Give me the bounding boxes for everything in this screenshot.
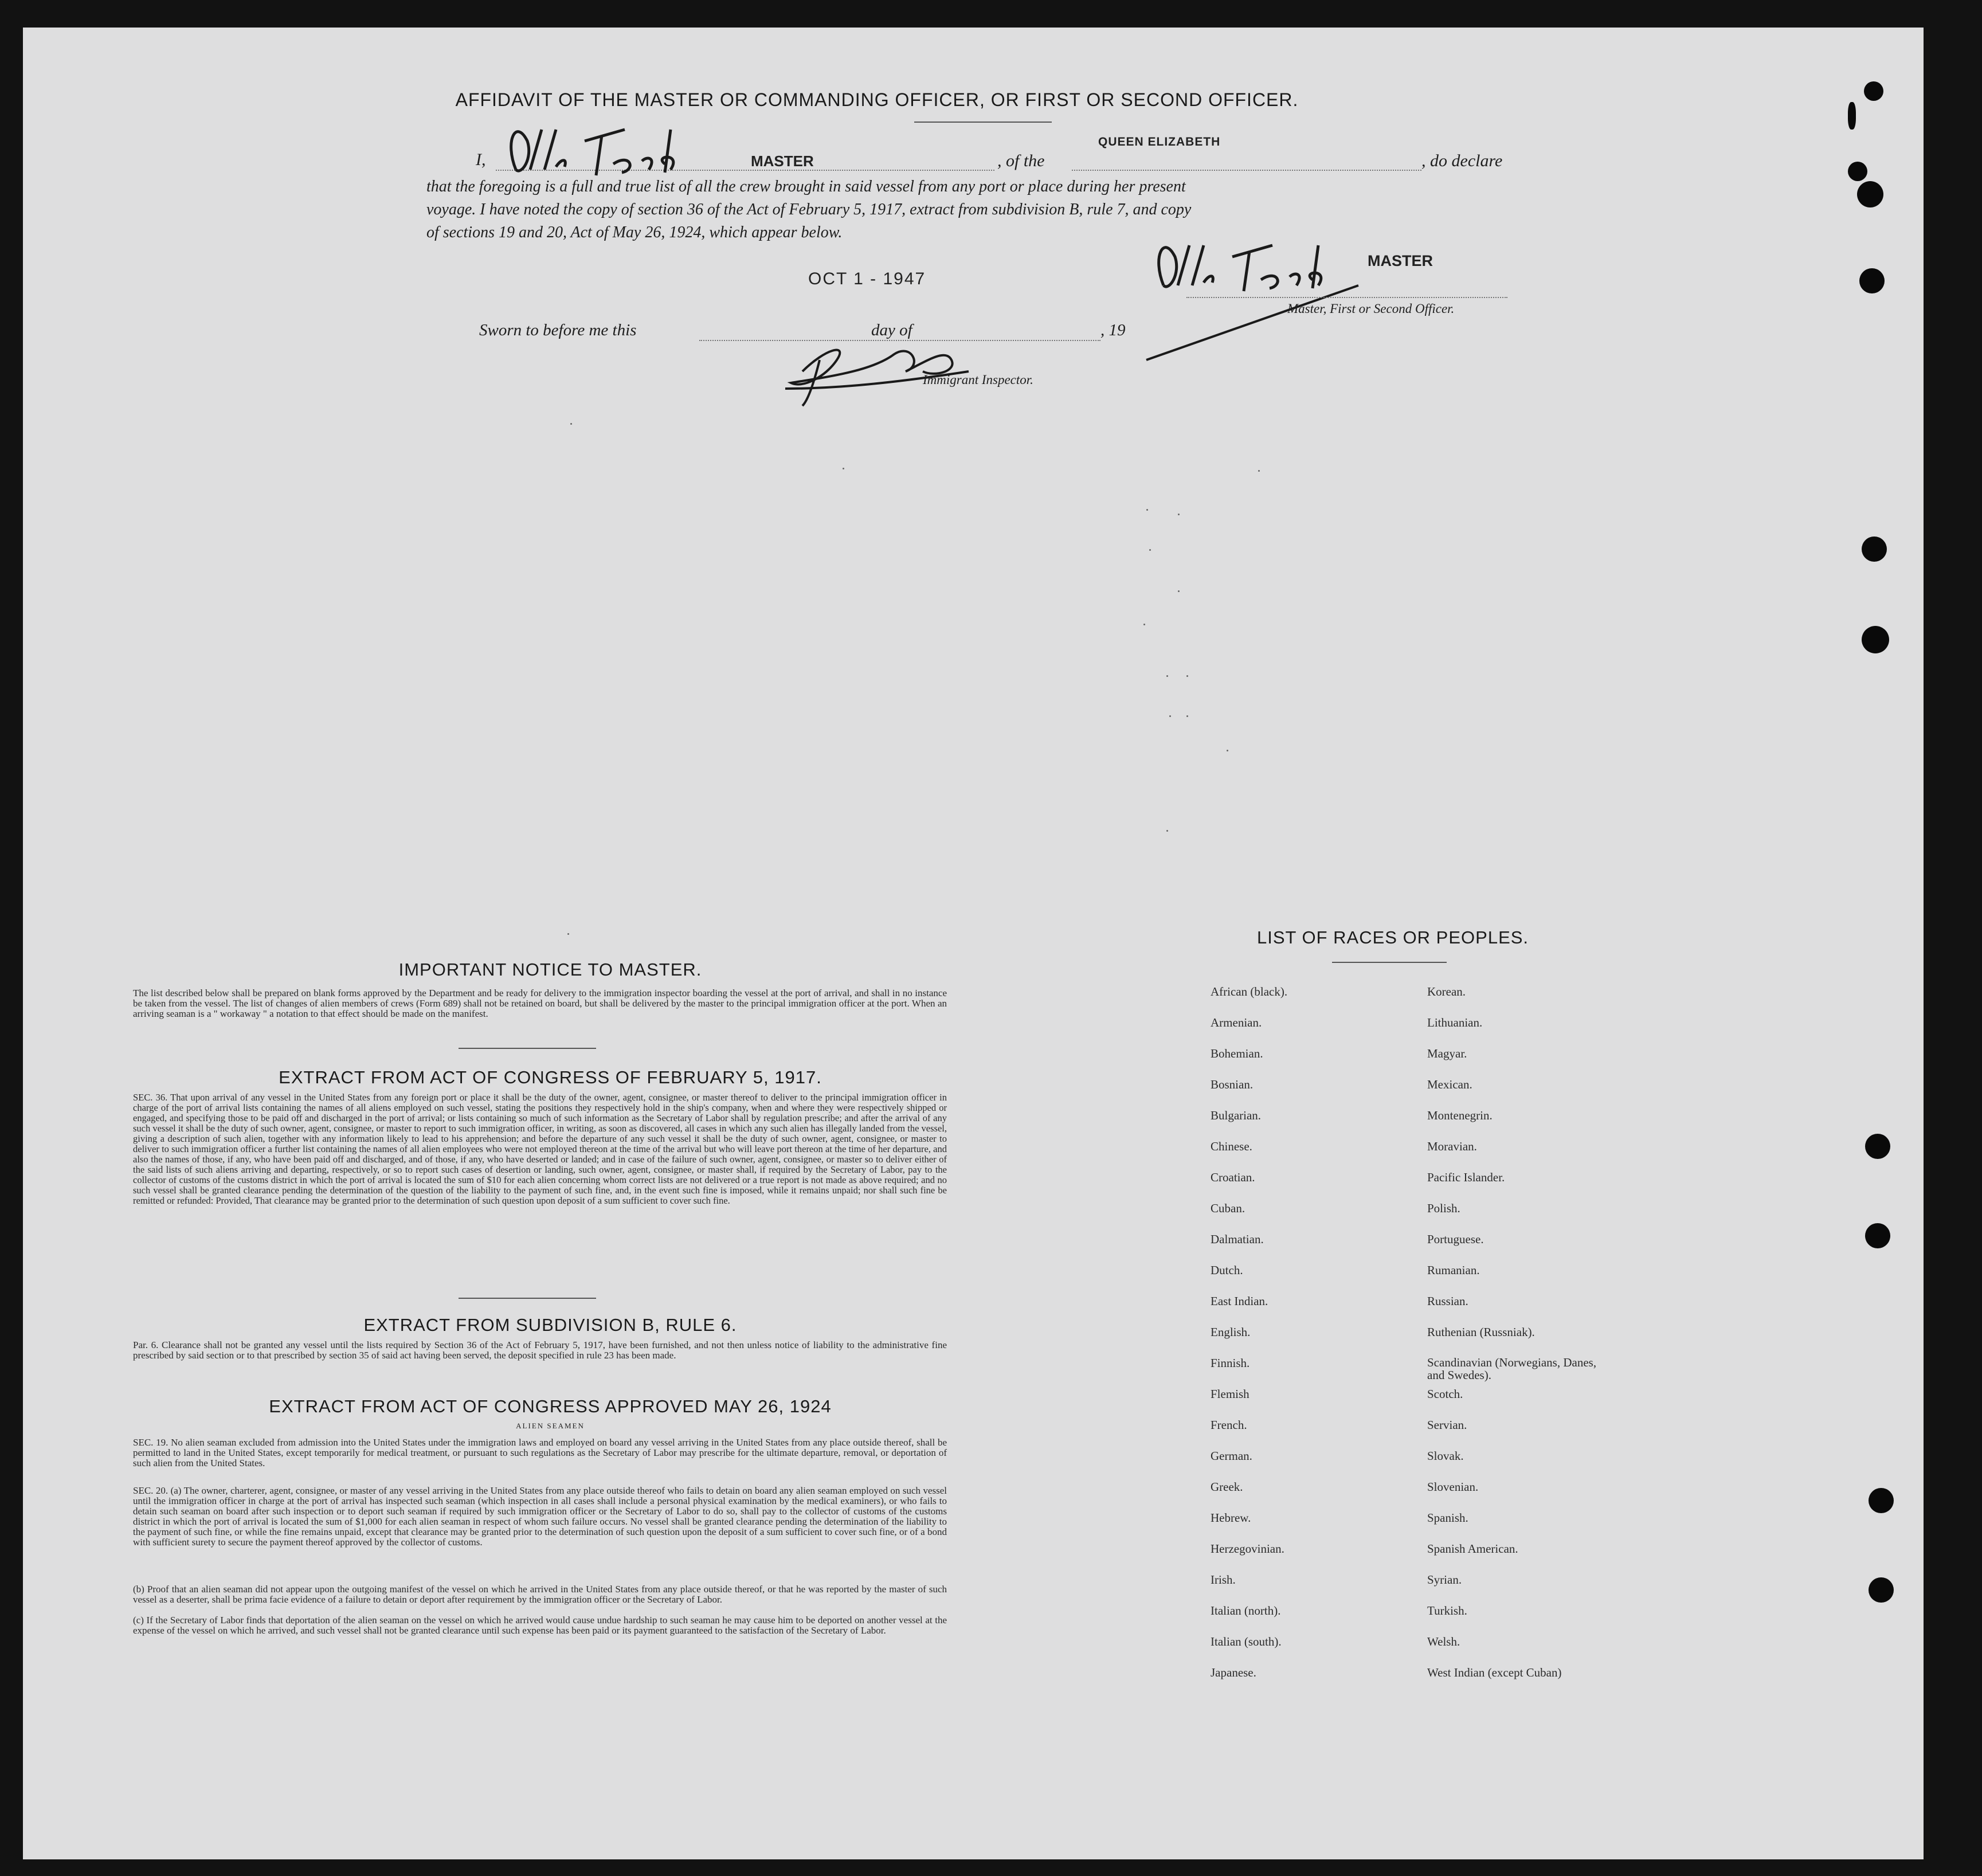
race-item: Scandinavian (Norwegians, Danes, and Swedes). (1427, 1356, 1597, 1382)
race-item: Magyar. (1427, 1047, 1467, 1060)
race-item: Spanish. (1427, 1511, 1468, 1525)
punch-hole (1859, 268, 1885, 293)
sec-20a-text: SEC. 20. (a) The owner, charterer, agent, consignee, or master of any vessel arriving in the United States from any place outside thereof who fails to detain on board any alien seaman employed on such vessel until the immigration officer in charge at the port of arrival has inspected such seaman (which inspection in all cases shall include a personal physical examination by the medical examiners), or who fails to detain such seaman on board after such inspection or to deport such seaman if required by such immigration officer or the Secretary of Labor to do so, shall pay to the collector of customs of the customs district in which the port of arrival is located the sum of $1,000 for each alien seaman in respect of whom such failure occurs. No vessel shall be granted clearance pending the determination of the liability to the payment of such fine, or while the fine remains unpaid, except that clearance may be granted prior to the determination of such question upon the deposit of a sum sufficient to cover such fine, or of a bond with sufficient surety to secure the payment thereof approved by the collector of customs. (133, 1485, 947, 1548)
dot (570, 423, 572, 425)
race-item: Welsh. (1427, 1635, 1460, 1648)
master-stamp-2: MASTER (1368, 252, 1433, 269)
race-item: Irish. (1211, 1573, 1236, 1587)
race-item: Armenian. (1211, 1016, 1262, 1029)
race-item: African (black). (1211, 985, 1288, 998)
race-item: Italian (south). (1211, 1635, 1282, 1648)
race-item: Ruthenian (Russniak). (1427, 1325, 1535, 1339)
extract-1917-title: EXTRACT FROM ACT OF CONGRESS OF FEBRUARY 5, 1917. (279, 1067, 822, 1087)
master-sign-line (1186, 297, 1507, 298)
race-item: Bohemian. (1211, 1047, 1263, 1060)
race-item: East Indian. (1211, 1294, 1268, 1308)
vessel-blank (1072, 170, 1421, 171)
race-item: German. (1211, 1449, 1252, 1463)
affidavit-of-the: , of the (997, 151, 1045, 170)
subdivision-title: EXTRACT FROM SUBDIVISION B, RULE 6. (363, 1315, 737, 1335)
race-item: Finnish. (1211, 1356, 1250, 1370)
race-item: Chinese. (1211, 1139, 1252, 1153)
affidavit-line-2: that the foregoing is a full and true list of all the crew brought in said vessel from any port or place during her present (426, 178, 1186, 195)
dot (1186, 675, 1188, 677)
manifest-page (23, 28, 1924, 1859)
extract-1917-text: SEC. 36. That upon arrival of any vessel in the United States from any foreign port or place it shall be the duty of the owner, agent, consignee, or master thereof to deliver to the principal immigration officer in charge of the port of arrival lists containing the names of all aliens employed on such vessel, stating the positions they respectively hold in the ship's company, when and where they were respectively shipped or engaged, and specifying those to be paid off and discharged in the port of arrival; or lists containing so much of such information as the Secretary of Labor shall by regulation prescribe; and after the arrival of any such vessel it shall be the duty of such owner, agent, consignee, or master to report to such immigration officer, in writing, as soon as discovered, all cases in which any such alien has illegally landed from the vessel, giving a description of such alien, together with any information likely to lead to his apprehension; and before the departure of any such vessel it shall be the duty of such owner, agent, consignee, or master to deliver to such immigration officer a further list containing the names of all alien employees who were not employed thereon at the time of the arrival but who will leave port thereon at the time of her departure, and also the names of those, if any, who have been paid off and discharged, and of those, if any, who have deserted or landed; and in case of the failure of such owner, agent, consignee, or master so to deliver either of the said lists of such aliens arriving and departing, respectively, or so to report such cases of desertion or landing, such owner, agent, consignee, or master shall, if required by the Secretary of Labor, pay to the collector of customs of the customs district in which the port of arrival is located the sum of $10 for each alien concerning whom correct lists are not delivered or a true report is not made as above required; and no such vessel shall be granted clearance pending the determination of the question of the liability to the payment of such fine, and, in the event such fine is imposed, while it remains unpaid; nor shall such fine be remitted or refunded: Provided, That clearance may be granted prior to the determination of such question upon deposit of a sum sufficient to cover such fine. (133, 1092, 947, 1206)
affidavit-line-3: voyage. I have noted the copy of section 36 of the Act of February 5, 1917, extract from subdivision B, rule 7, and copy (426, 201, 1192, 218)
race-item: Turkish. (1427, 1604, 1467, 1617)
dot (1143, 624, 1145, 625)
punch-hole (1869, 1488, 1894, 1513)
affidavit-line-4: of sections 19 and 20, Act of May 26, 1924, which appear below. (426, 224, 843, 241)
dot (1178, 590, 1180, 592)
race-item: Korean. (1427, 985, 1466, 998)
races-title: LIST OF RACES OR PEOPLES. (1256, 927, 1529, 947)
race-item: Slovenian. (1427, 1480, 1479, 1494)
punch-hole (1865, 1134, 1890, 1159)
date-stamp: OCT 1 - 1947 (808, 269, 926, 288)
dot (1258, 470, 1260, 472)
race-item: Hebrew. (1211, 1511, 1251, 1525)
title-divider (914, 122, 1052, 123)
dot (1169, 715, 1171, 717)
race-item: Pacific Islander. (1427, 1170, 1505, 1184)
dot (1227, 750, 1228, 751)
dot (843, 468, 844, 469)
notice-text: The list described below shall be prepared on blank forms approved by the Department and be ready for delivery to the immigration inspector boarding the vessel at the port of arrival, and shall in no instance be taken from the vessel. The list of changes of alien members of crews (Form 689) shall not be retained on board, but shall be delivered by the master to the principal immigration officer at the port. When an arriving seaman is a " workaway " a notation to that effect should be made on the manifest. (133, 988, 947, 1019)
races-divider (1332, 962, 1447, 963)
divider (459, 1048, 596, 1049)
race-item: Bosnian. (1211, 1078, 1254, 1091)
vessel-stamp: QUEEN ELIZABETH (1098, 135, 1221, 148)
dot (1146, 509, 1148, 511)
race-item: Servian. (1427, 1418, 1467, 1432)
race-item: English. (1211, 1325, 1251, 1339)
race-item: Polish. (1427, 1201, 1460, 1215)
race-item: French. (1211, 1418, 1247, 1432)
race-item: Greek. (1211, 1480, 1243, 1494)
race-item: Lithuanian. (1427, 1016, 1483, 1029)
sec-20b-text: (b) Proof that an alien seaman did not appear upon the outgoing manifest of the vessel on which he arrived in the United States from any place outside thereof, or that he was reported by the master of such vessel as a deserter, shall be prima facie evidence of a failure to detain or deport after requirement by the immigration officer or the Secretary of Labor. (133, 1584, 947, 1605)
race-item: Italian (north). (1211, 1604, 1281, 1617)
race-item: Dutch. (1211, 1263, 1243, 1277)
alien-seamen-subtitle: ALIEN SEAMEN (516, 1421, 585, 1430)
race-item: Cuban. (1211, 1201, 1245, 1215)
race-item: Japanese. (1211, 1666, 1256, 1679)
race-item: Dalmatian. (1211, 1232, 1264, 1246)
race-item: Syrian. (1427, 1573, 1462, 1587)
punch-hole (1865, 1223, 1890, 1248)
dot (1166, 675, 1168, 677)
punch-hole (1869, 1577, 1894, 1603)
extract-1924-title: EXTRACT FROM ACT OF CONGRESS APPROVED MAY 26, 1924 (269, 1396, 832, 1416)
inspector-signature (780, 308, 986, 417)
sworn-text: Sworn to before me this (479, 321, 637, 339)
divider (459, 1298, 596, 1299)
affidavit-title: AFFIDAVIT OF THE MASTER OR COMMANDING OFFICER, OR FIRST OR SECOND OFFICER. (455, 89, 1299, 110)
dot (1149, 549, 1151, 551)
race-item: West Indian (except Cuban) (1427, 1666, 1562, 1679)
punch-hole (1862, 626, 1889, 653)
notice-title: IMPORTANT NOTICE TO MASTER. (398, 959, 702, 980)
dot (1186, 715, 1188, 717)
punch-hole (1857, 181, 1883, 207)
race-item: Portuguese. (1427, 1232, 1484, 1246)
inspector-caption: Immigrant Inspector. (923, 373, 1033, 387)
race-item: Herzegovinian. (1211, 1542, 1284, 1556)
punch-hole (1848, 162, 1867, 181)
sec-20c-text: (c) If the Secretary of Labor finds that deportation of the alien seaman on the vessel on which he arrived would cause undue hardship to such seaman he may cause him to be deported on another vessel at the expense of the vessel on which he arrived, and such vessel shall not be granted clearance until such expense has been paid or its payment guaranteed to the satisfaction of the Secretary of Labor. (133, 1615, 947, 1636)
race-item: Montenegrin. (1427, 1109, 1493, 1122)
race-item: Flemish (1211, 1387, 1249, 1401)
punch-hole (1862, 536, 1887, 562)
race-item: Moravian. (1427, 1139, 1477, 1153)
day-of-text: day of (871, 321, 912, 339)
race-item: Russian. (1427, 1294, 1468, 1308)
race-item: Spanish American. (1427, 1542, 1518, 1556)
sec-19-text: SEC. 19. No alien seaman excluded from admission into the United States under the immigration laws and employed on board any vessel arriving in the United States from any place outside thereof, shall be permitted to land in the United States, except temporarily for medical treatment, or pursuant to such regulations as the Secretary of Labor may prescribe for the ultimate departure, removal, or deportation of such alien from the United States. (133, 1437, 947, 1468)
dot (1178, 514, 1180, 515)
master-stamp-1: MASTER (751, 152, 814, 170)
affidavit-do-declare: , do declare (1421, 151, 1503, 170)
race-item: Croatian. (1211, 1170, 1255, 1184)
race-item: Bulgarian. (1211, 1109, 1262, 1122)
race-item: Slovak. (1427, 1449, 1464, 1463)
dot (567, 933, 569, 935)
master-title-caption: Master, First or Second Officer. (1287, 301, 1455, 316)
dot (1166, 830, 1168, 832)
race-item: Mexican. (1427, 1078, 1472, 1091)
race-item: Scotch. (1427, 1387, 1463, 1401)
race-item: Rumanian. (1427, 1263, 1480, 1277)
master-signature-2 (1141, 217, 1393, 366)
punch-hole (1848, 102, 1856, 130)
punch-hole (1864, 81, 1883, 101)
subdivision-text: Par. 6. Clearance shall not be granted any vessel until the lists required by Section 36 of the Act of February 5, 1917, have been furnished, and not then unless notice of liability to the administrative fine prescribed by said section or to that prescribed by section 35 of said act having been served, the deposit specified in rule 23 has been made. (133, 1340, 947, 1361)
year-prefix: , 19 (1100, 321, 1126, 339)
affidavit-i: I, (476, 150, 486, 169)
